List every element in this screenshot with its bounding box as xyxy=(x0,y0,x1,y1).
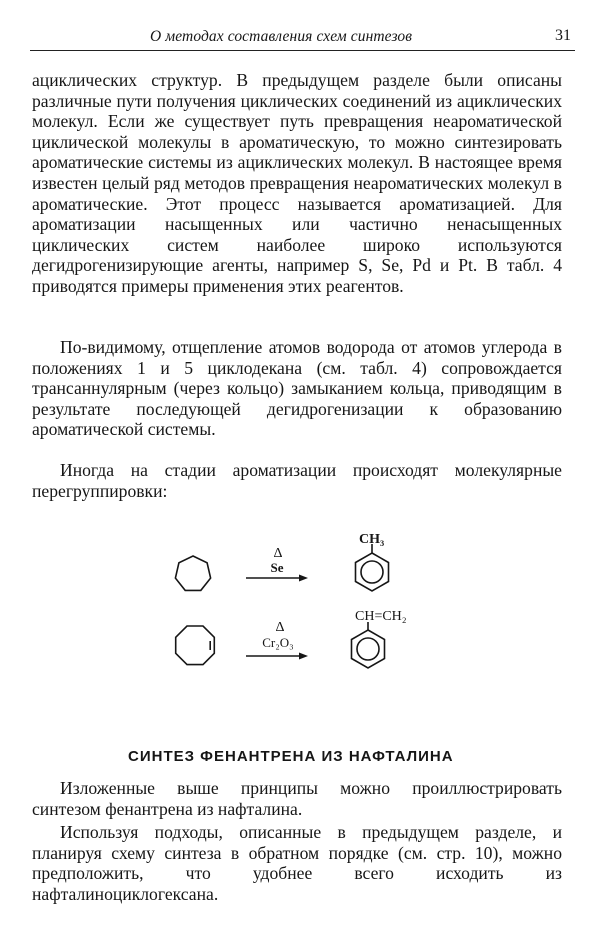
styrene-ring xyxy=(352,622,385,668)
cyclooctene-ring xyxy=(176,626,215,665)
styrene-substituent: CH=CH₂ xyxy=(355,609,407,624)
running-header xyxy=(30,26,575,51)
toluene-substituent: CH₃ xyxy=(359,532,385,547)
reaction-scheme xyxy=(160,530,460,700)
reaction2-reagent: Cr₂O₃ xyxy=(262,635,294,650)
reaction1-arrowhead xyxy=(299,575,308,582)
paragraph-rearrangements: Иногда на стадии ароматизации происходят молекулярные перегруппировки: xyxy=(32,460,562,501)
paragraph-phenanthrene-intro: Изложенные выше принципы можно проиллюстрировать синтезом фенантрена из нафталина. xyxy=(32,778,562,819)
paragraph-cyclodecane: По-видимому, отщепление атомов водорода от атомов углерода в положениях 1 и 5 циклодекана (см. табл. 4) сопровождается трансаннулярным (через кольцо) замыканием кольца, приводящим в результате последующей дегидрогенизации к образованию ароматической системы. xyxy=(32,337,562,440)
paragraph-retrosynthesis: Используя подходы, описанные в предыдущем разделе, и планируя схему синтеза в обратном порядке (см. стр. 10), можно предположить, что удобнее всего исходить из нафталиноциклогексана. xyxy=(32,822,562,904)
reaction1-delta: Δ xyxy=(273,546,283,561)
page-number: 31 xyxy=(555,27,571,44)
reaction1-reagent: Se xyxy=(270,560,284,575)
paragraph-aromatization-intro: ациклических структур. В предыдущем разделе были описаны различные пути получения циклических соединений из ациклических молекул. Если же существует путь превращения неароматической циклической молекулы в ароматическую, то можно синтезировать ароматические системы из ациклических молекул. В настоящее время известен целый ряд методов превращения неароматических молекул в ароматические. Этот процесс называется ароматизацией. Для ароматизации насыщенных или частично ненасыщенных циклических систем наиболее широко используются дегидрогенизирующие агенты, например S, Se, Pd и Pt. В табл. 4 приводятся примеры применения этих реагентов. xyxy=(32,70,562,296)
running-header-title: О методах составления схем синтезов xyxy=(150,28,413,45)
reaction-scheme-drawing xyxy=(160,530,460,700)
cycloheptane-ring xyxy=(175,556,210,590)
section-heading: СИНТЕЗ ФЕНАНТРЕНА ИЗ НАФТАЛИНА xyxy=(128,748,454,765)
reaction2-arrowhead xyxy=(299,653,308,660)
toluene-ring xyxy=(356,544,389,591)
reaction2-delta: Δ xyxy=(275,620,285,635)
